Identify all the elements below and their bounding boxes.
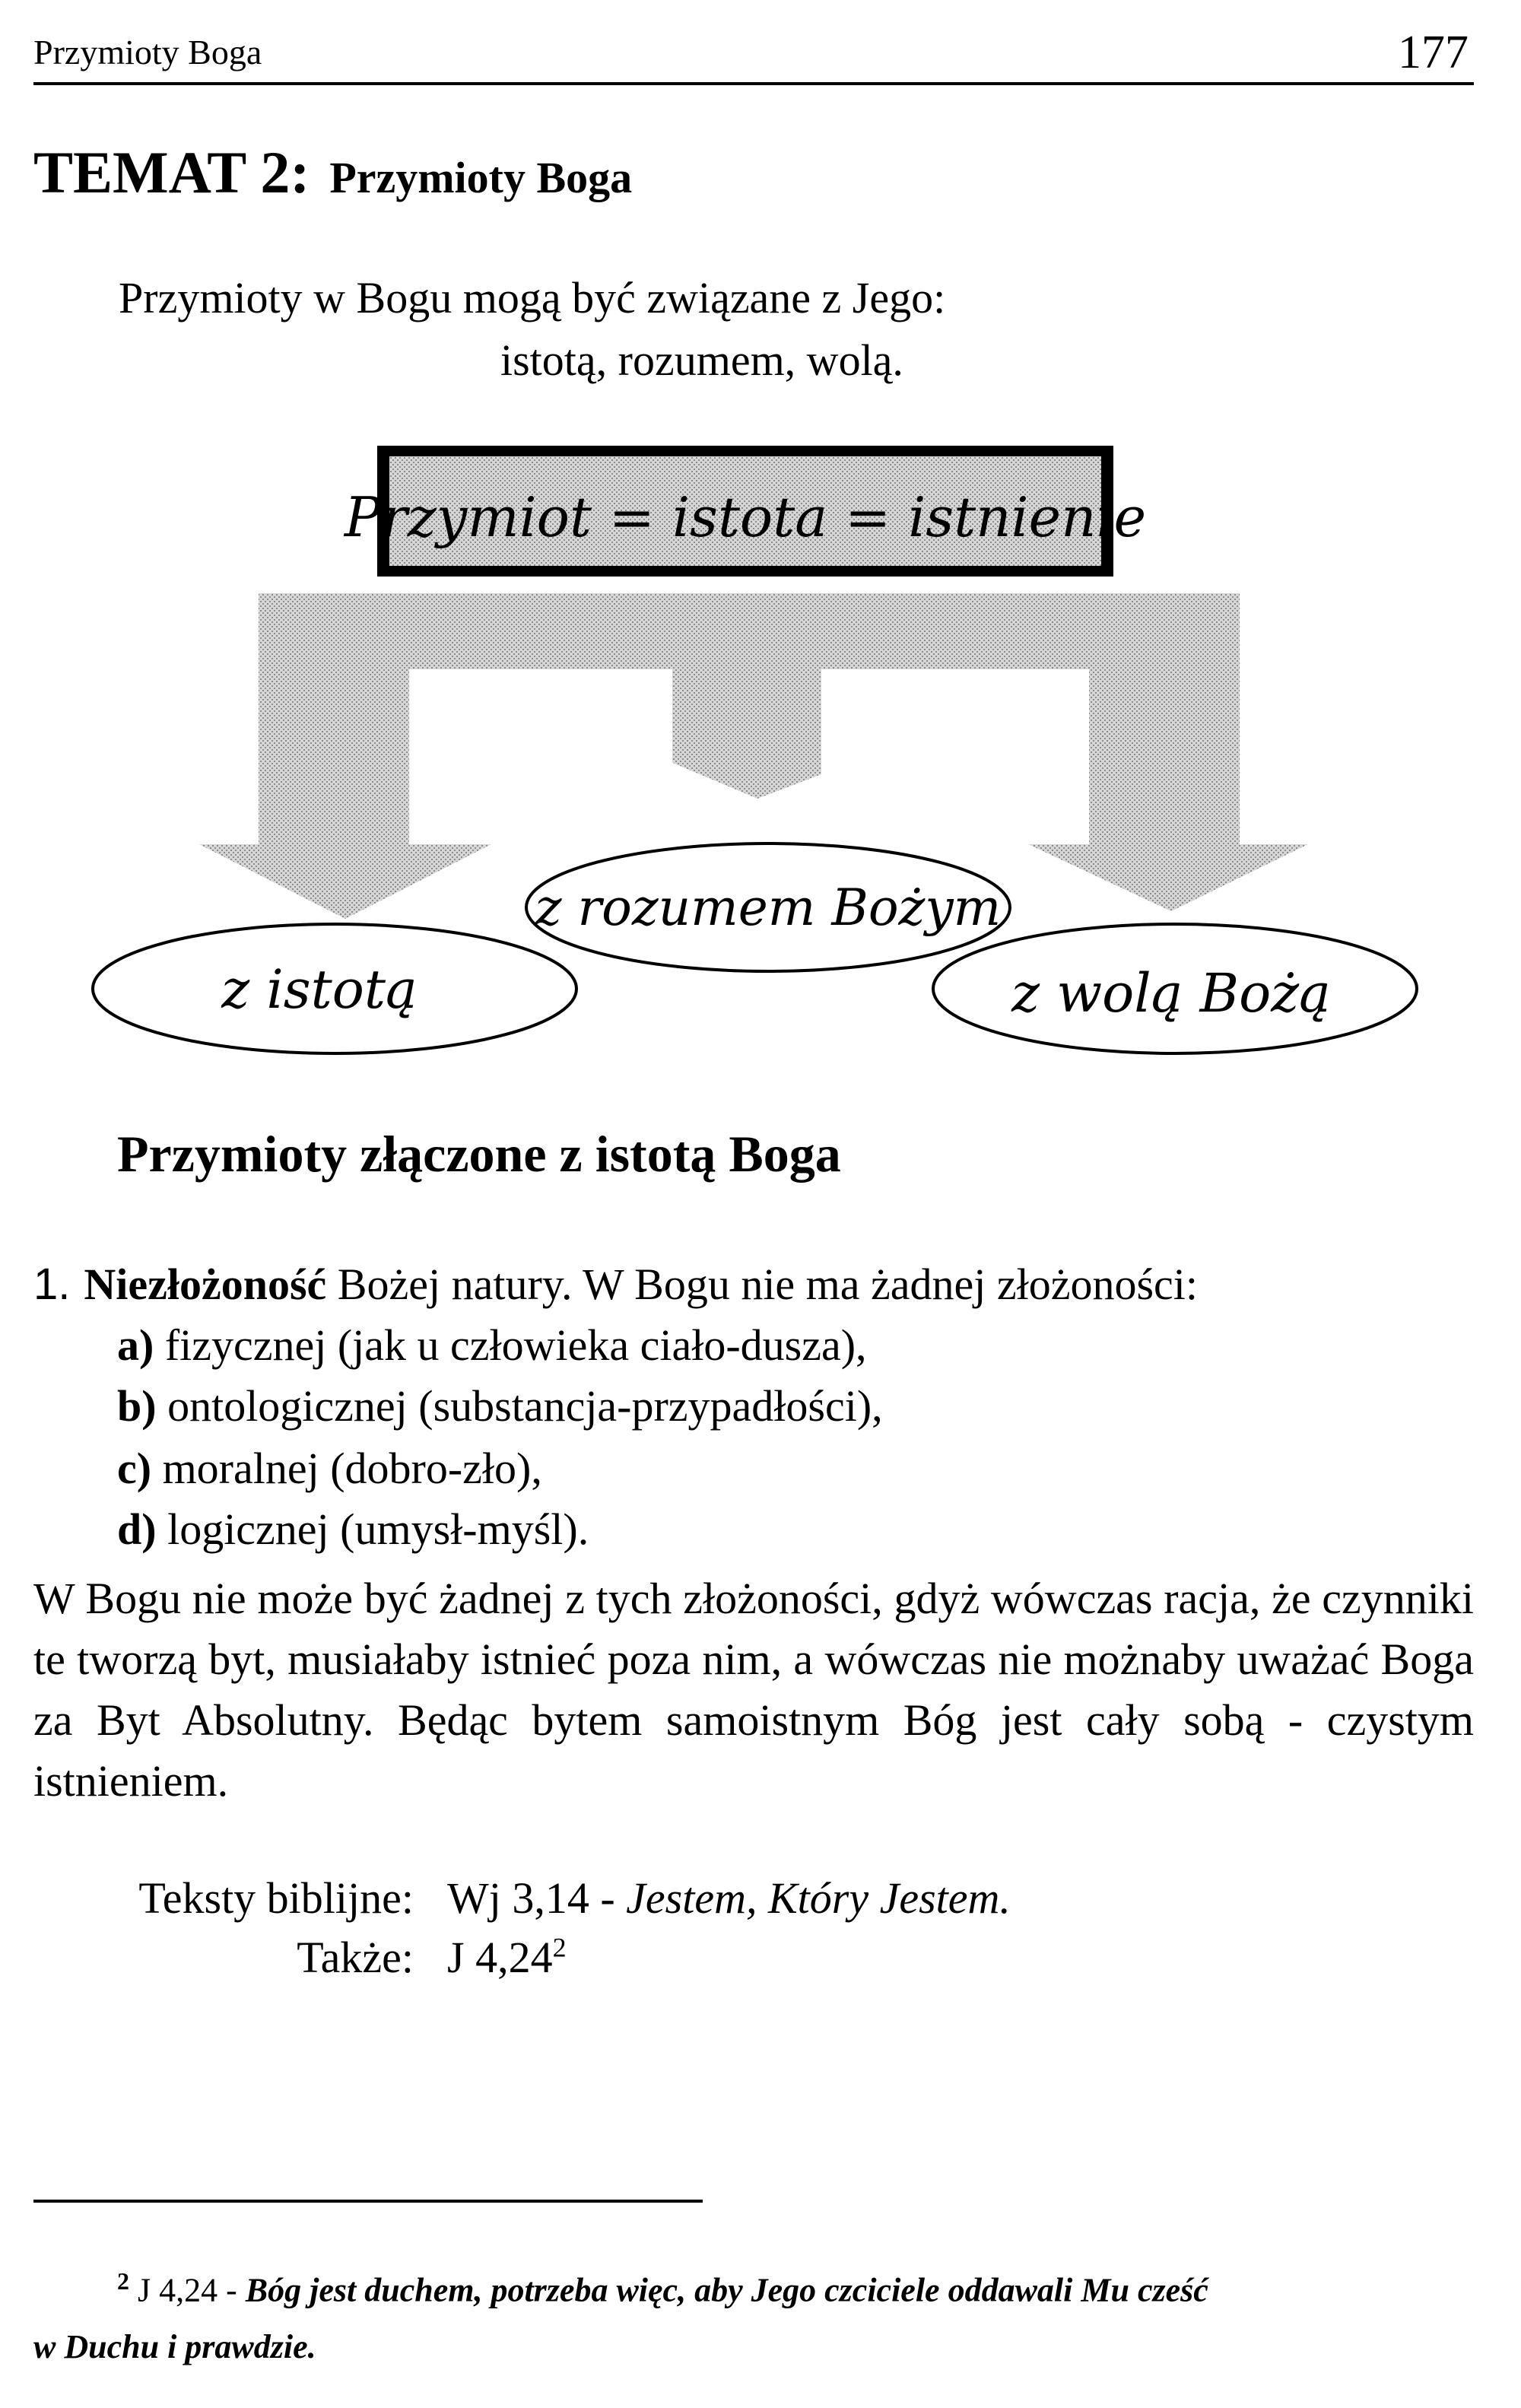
attributes-diagram bbox=[0, 441, 1521, 1080]
header-rule bbox=[33, 82, 1474, 85]
footnote-ref: J 4,24 - bbox=[138, 2271, 237, 2309]
bible-text-row-2 bbox=[33, 1932, 1011, 1991]
section-heading: Przymioty złączone z istotą Boga bbox=[117, 1125, 841, 1183]
connector-bar bbox=[259, 593, 1240, 669]
sub-item-text: fizycznej (jak u człowieka ciało-dusza), bbox=[164, 1320, 867, 1370]
footnote-marker: 2 bbox=[552, 1933, 567, 1963]
oval-left-text: z istotą bbox=[221, 958, 418, 1021]
arrow-center-shaft bbox=[672, 669, 821, 753]
footnote-number: 2 bbox=[117, 2267, 129, 2295]
sub-item-letter: a) bbox=[117, 1320, 154, 1370]
sub-item-d bbox=[117, 1504, 589, 1555]
arrow-right-head bbox=[1028, 844, 1308, 911]
item-number: 1. bbox=[33, 1260, 71, 1309]
arrow-left-shaft bbox=[259, 669, 409, 844]
arrow-left-head bbox=[199, 844, 491, 919]
bible-ref: J 4,24 bbox=[447, 1933, 553, 1983]
topic-heading bbox=[33, 138, 632, 207]
also-label: Także: bbox=[297, 1933, 414, 1983]
list-item-1 bbox=[33, 1259, 1198, 1310]
sub-item-letter: b) bbox=[117, 1381, 157, 1431]
bible-quote: Jestem, Który Jestem. bbox=[626, 1873, 1011, 1923]
bible-ref: Wj 3,14 - bbox=[447, 1873, 615, 1923]
arrow-right-shaft bbox=[1089, 669, 1240, 844]
top-box-text: Przymiot = istota = istnienie bbox=[344, 485, 1147, 549]
gap-right bbox=[821, 669, 1089, 844]
page-number: 177 bbox=[1398, 27, 1469, 78]
bible-text-row-1 bbox=[33, 1873, 1011, 1932]
item-text: Bożej natury. W Bogu nie ma żadnej złożoności: bbox=[337, 1260, 1199, 1309]
sub-item-c bbox=[117, 1443, 542, 1494]
sub-item-letter: c) bbox=[117, 1444, 152, 1493]
bible-label: Teksty biblijne: bbox=[138, 1873, 414, 1923]
sub-item-text: ontologicznej (substancja-przypadłości), bbox=[167, 1381, 883, 1431]
body-paragraph bbox=[33, 1568, 1474, 1812]
intro-line-2: istotą, rozumem, wolą. bbox=[500, 335, 903, 385]
topic-title: Przymioty Boga bbox=[329, 153, 633, 202]
oval-center-text: z rozumem Bożym bbox=[535, 878, 1002, 937]
gap-left bbox=[409, 669, 672, 844]
item-term: Niezłożoność bbox=[84, 1260, 327, 1309]
sub-item-text: logicznej (umysł-myśl). bbox=[167, 1504, 589, 1554]
sub-item-text: moralnej (dobro-zło), bbox=[162, 1444, 542, 1493]
footnote-continuation: w Duchu i prawdzie. bbox=[33, 2327, 316, 2365]
sub-item-b bbox=[117, 1380, 883, 1431]
footnote-text: Bóg jest duchem, potrzeba więc, aby Jego czciciele oddawali Mu cześć bbox=[245, 2271, 1208, 2309]
bible-texts bbox=[33, 1873, 1011, 1991]
footnote-rule bbox=[33, 2200, 703, 2203]
paragraph-text: W Bogu nie może być żadnej z tych złożoności, gdyż wówczas racja, że czynniki te tworzą byt, musiałaby istnieć poza nim, a wówczas nie możnaby uważać Boga za Byt Absolutny. Będąc bytem samoistnym Bóg jest cały sobą - czystym istnieniem. bbox=[33, 1574, 1474, 1806]
sub-item-letter: d) bbox=[117, 1504, 157, 1554]
running-title: Przymioty Boga bbox=[33, 33, 262, 71]
intro-line-1: Przymioty w Bogu mogą być związane z Jego: bbox=[119, 273, 946, 322]
oval-right-text: z wolą Bożą bbox=[1011, 962, 1331, 1025]
sub-item-a bbox=[117, 1320, 867, 1371]
footnote bbox=[33, 2253, 1456, 2375]
topic-label: TEMAT 2: bbox=[33, 139, 310, 205]
